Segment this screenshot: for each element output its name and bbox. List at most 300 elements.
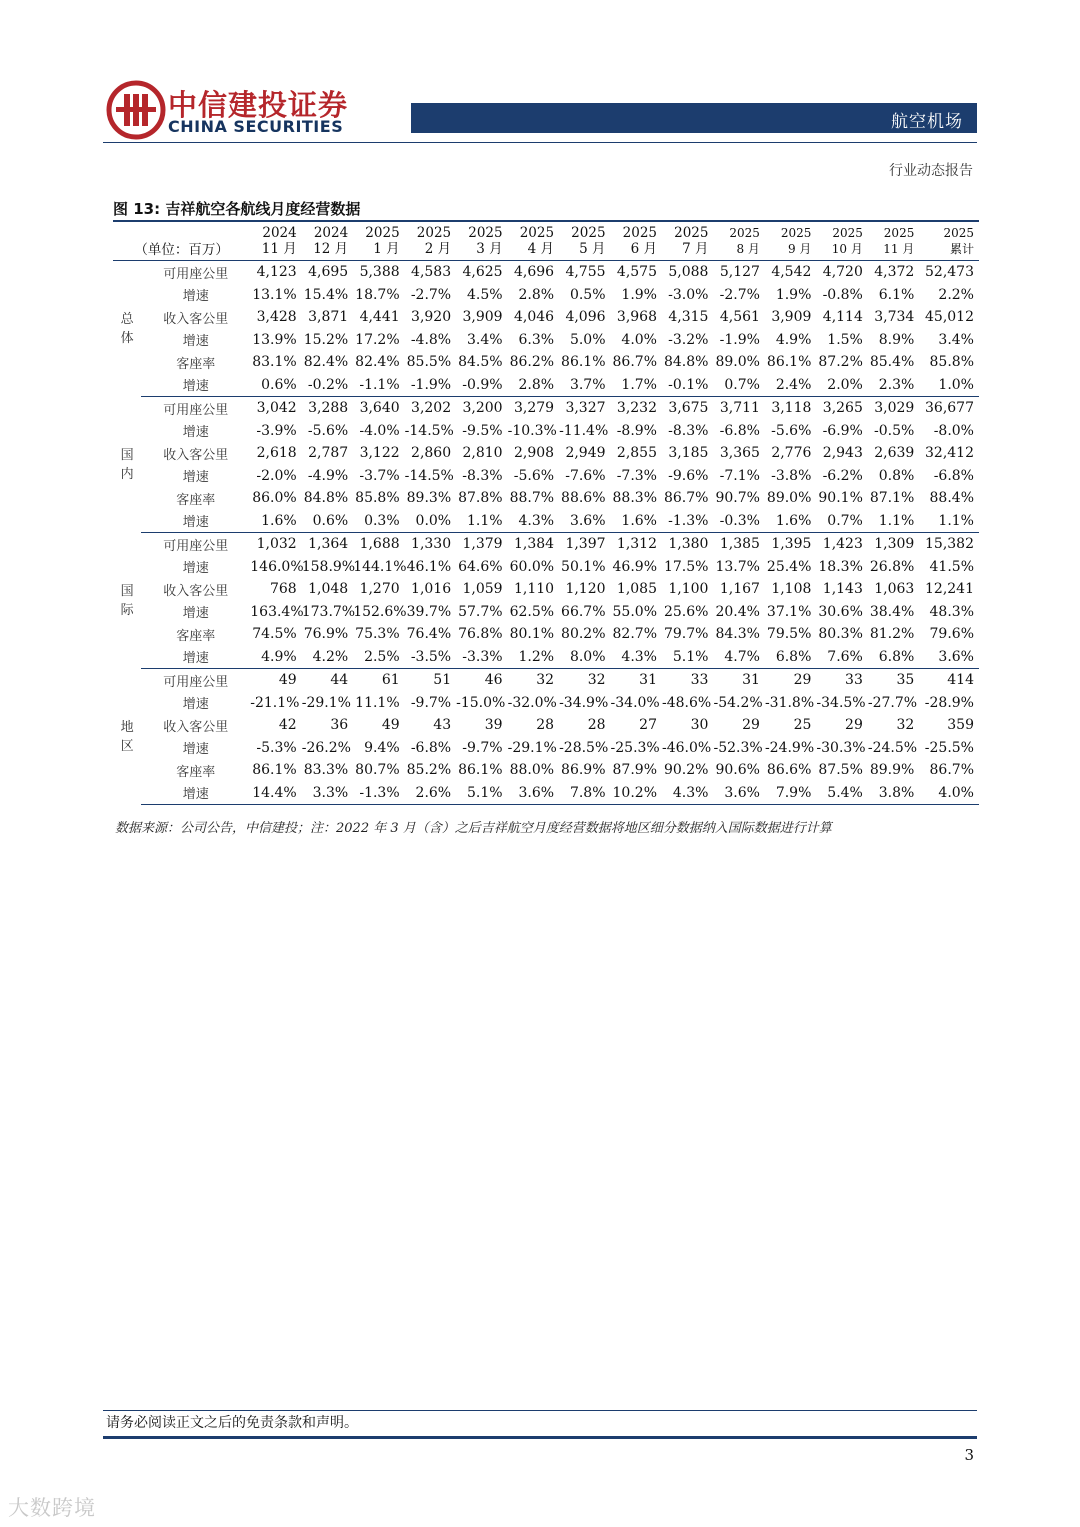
table-cell: 32 — [536, 672, 555, 689]
table-cell: -8.0% — [933, 422, 974, 439]
table-cell: 2.3% — [868, 374, 919, 397]
table-cell: 0.7% — [816, 510, 867, 533]
table-cell: 18.7% — [355, 286, 400, 303]
table-cell: 6.8% — [765, 646, 816, 669]
table-cell: -8.9% — [616, 422, 657, 439]
table-cell: 2,639 — [874, 445, 915, 462]
table-cell: -29.1% — [301, 694, 351, 711]
table-cell: 4.5% — [467, 286, 503, 303]
table-cell: 1.1% — [919, 510, 979, 533]
group-label — [113, 397, 141, 533]
table-cell: 3,711 — [719, 400, 760, 417]
table-cell: -2.0% — [256, 467, 297, 484]
column-year: 2025 — [622, 225, 657, 241]
table-cell: 359 — [947, 717, 974, 734]
column-month: 12 月 — [313, 241, 349, 257]
table-cell: 20.4% — [715, 603, 760, 620]
table-cell: 82.4% — [303, 354, 349, 371]
table-cell: 13.1% — [252, 286, 297, 303]
table-cell: 87.5% — [818, 762, 863, 779]
table-cell: 88.0% — [509, 762, 555, 779]
table-cell: -24.9% — [764, 739, 815, 756]
metric-label: 可用座公里 — [163, 538, 229, 554]
metric-label: 增速 — [182, 289, 209, 305]
unit-label: （单位：百万） — [113, 222, 250, 261]
table-cell: 38.4% — [869, 603, 915, 620]
table-cell: -2.7% — [719, 286, 760, 303]
table-cell: 89.0% — [715, 354, 760, 371]
column-year: 2024 — [313, 225, 349, 241]
table-cell: 15.4% — [303, 286, 349, 303]
figure-title: 图 13: 吉祥航空各航线月度经营数据 — [113, 200, 361, 218]
operating-data-table — [113, 222, 979, 805]
table-cell: 26.8% — [869, 558, 915, 575]
table-cell: 1,059 — [462, 581, 503, 598]
table-cell: 83.3% — [303, 762, 349, 779]
table-cell: 33 — [845, 672, 863, 689]
table-cell: -34.5% — [816, 694, 866, 711]
table-cell: 41.5% — [929, 558, 974, 575]
table-cell: 89.0% — [766, 490, 812, 507]
table-row — [113, 261, 979, 284]
table-cell: 4,372 — [874, 264, 915, 281]
logo-english-name: CHINA SECURITIES — [168, 117, 344, 136]
table-cell: 3,185 — [668, 445, 709, 462]
table-cell: 90.2% — [663, 762, 709, 779]
table-cell: 6.1% — [878, 286, 915, 303]
table-cell: 1.0% — [919, 374, 979, 397]
table-cell: 2,908 — [513, 445, 555, 462]
table-cell: 4,720 — [822, 264, 863, 281]
section-header-bar — [411, 103, 977, 133]
table-cell: -0.5% — [874, 422, 915, 439]
table-cell: 1,330 — [411, 536, 452, 553]
table-row — [113, 759, 979, 782]
table-cell: -0.3% — [713, 510, 764, 533]
metric-label: 增速 — [141, 782, 250, 805]
table-cell: 15.2% — [303, 331, 349, 348]
column-header — [250, 222, 301, 261]
table-cell: 13.9% — [252, 331, 297, 348]
table-cell: 0.5% — [569, 286, 606, 303]
table-cell: 2,943 — [822, 445, 863, 462]
table-cell: 76.8% — [458, 626, 503, 643]
table-cell: 5.1% — [662, 646, 713, 669]
table-cell: 13.7% — [715, 558, 760, 575]
table-cell: -30.3% — [816, 739, 866, 756]
group-label — [113, 669, 141, 805]
table-body — [113, 261, 979, 805]
column-year: 2025 — [943, 226, 974, 240]
table-cell: 9.4% — [364, 739, 400, 756]
table-cell: -5.3% — [256, 739, 297, 756]
table-cell: 4,123 — [256, 264, 297, 281]
table-cell: 7.9% — [765, 782, 816, 805]
column-year: 2025 — [416, 225, 452, 241]
table-cell: 12,241 — [925, 581, 974, 598]
table-cell: 1.9% — [775, 286, 812, 303]
table-row — [113, 351, 979, 374]
table-cell: 4,046 — [513, 309, 555, 326]
table-row — [113, 306, 979, 329]
table-cell: -4.0% — [359, 422, 400, 439]
table-cell: 32,412 — [925, 445, 974, 462]
table-cell: 2.6% — [405, 782, 456, 805]
table-cell: 2.5% — [353, 646, 404, 669]
table-cell: 3.4% — [467, 331, 503, 348]
table-row — [113, 374, 979, 397]
table-cell: 2,776 — [771, 445, 812, 462]
table-cell: 2.2% — [938, 286, 974, 303]
table-row — [113, 601, 979, 624]
metric-label: 增速 — [141, 374, 250, 397]
table-cell: 1,385 — [719, 536, 760, 553]
disclaimer-text: 请务必阅读正文之后的免责条款和声明。 — [106, 1415, 358, 1431]
column-year: 2025 — [780, 226, 812, 240]
column-header — [816, 222, 867, 261]
table-cell: 82.4% — [355, 354, 400, 371]
column-month: 9 月 — [787, 242, 812, 256]
table-row — [113, 533, 979, 556]
group-label-text: 地区 — [120, 719, 134, 754]
table-header-row — [113, 222, 979, 261]
table-row — [113, 397, 979, 420]
data-source-note: 数据来源：公司公告，中信建投；注：2022 年 3 月（含）之后吉祥航空月度经营数据将地区细分数据纳入国际数据进行计算 — [115, 821, 832, 836]
table-cell: 3,265 — [822, 400, 863, 417]
table-cell: -0.2% — [302, 374, 353, 397]
table-cell: 1.5% — [827, 331, 863, 348]
table-cell: 25.4% — [766, 558, 812, 575]
table-cell: 4.7% — [713, 646, 764, 669]
table-cell: 0.6% — [302, 510, 353, 533]
table-cell: -34.0% — [610, 694, 660, 711]
table-cell: -28.9% — [924, 694, 974, 711]
table-cell: 90.1% — [818, 490, 863, 507]
table-cell: 4,575 — [616, 264, 657, 281]
table-cell: 3,202 — [411, 400, 452, 417]
table-cell: 3,734 — [874, 309, 915, 326]
table-cell: 11.1% — [355, 694, 400, 711]
table-cell: 1,380 — [668, 536, 709, 553]
table-cell: 29 — [742, 717, 760, 734]
table-cell: 2.4% — [765, 374, 816, 397]
table-cell: 31 — [639, 672, 657, 689]
table-cell: 1.1% — [456, 510, 507, 533]
column-month: 1 月 — [373, 241, 400, 257]
table-cell: 62.5% — [509, 603, 555, 620]
table-cell: -3.8% — [771, 467, 812, 484]
table-cell: 4,755 — [565, 264, 606, 281]
metric-label: 可用座公里 — [163, 266, 229, 282]
table-cell: 83.1% — [252, 354, 297, 371]
table-cell: 36,677 — [925, 400, 974, 417]
table-cell: -29.1% — [507, 739, 557, 756]
table-cell: 49 — [381, 717, 400, 734]
table-cell: 4.3% — [508, 510, 559, 533]
column-month: 5 月 — [579, 241, 606, 257]
table-cell: 84.8% — [303, 490, 349, 507]
table-row — [113, 284, 979, 307]
table-cell: -52.3% — [713, 739, 763, 756]
table-cell: 85.8% — [355, 490, 400, 507]
table-cell: 5,388 — [359, 264, 400, 281]
table-cell: -6.8% — [719, 422, 760, 439]
table-cell: 1,108 — [771, 581, 812, 598]
table-cell: 86.0% — [252, 490, 297, 507]
column-year: 2025 — [832, 226, 863, 240]
metric-label: 增速 — [182, 742, 209, 758]
table-cell: 1.2% — [508, 646, 559, 669]
table-cell: -5.6% — [513, 467, 555, 484]
table-cell: 45,012 — [925, 309, 974, 326]
metric-label: 增速 — [141, 646, 250, 669]
footer-rule-bottom — [103, 1436, 977, 1439]
logo-chinese-name: 中信建投证券 — [168, 88, 349, 122]
table-cell: 5,088 — [668, 264, 709, 281]
column-month: 7 月 — [682, 241, 709, 257]
column-year: 2025 — [729, 226, 760, 240]
metric-label: 收入客公里 — [163, 311, 229, 327]
table-row — [113, 692, 979, 715]
table-cell: 4,561 — [719, 309, 760, 326]
table-cell: 86.7% — [612, 354, 657, 371]
column-month: 累计 — [949, 242, 974, 256]
metric-label: 收入客公里 — [163, 719, 229, 735]
table-cell: 4.3% — [611, 646, 662, 669]
table-cell: 1,167 — [719, 581, 760, 598]
table-cell: 0.6% — [250, 374, 301, 397]
table-cell: 5,127 — [719, 264, 760, 281]
group-label-text: 国际 — [120, 583, 134, 618]
table-cell: 89.9% — [869, 762, 915, 779]
table-cell: 3,871 — [308, 309, 349, 326]
table-cell: 55.0% — [612, 603, 657, 620]
table-cell: 4.9% — [775, 331, 812, 348]
table-cell: 80.3% — [818, 626, 863, 643]
table-cell: 86.1% — [252, 762, 297, 779]
table-cell: 144.1% — [353, 558, 407, 575]
table-cell: -25.5% — [924, 739, 974, 756]
table-cell: -14.5% — [404, 422, 454, 439]
table-cell: 1,085 — [616, 581, 657, 598]
column-year: 2025 — [365, 225, 400, 241]
table-cell: 28 — [587, 717, 606, 734]
table-cell: 86.7% — [663, 490, 709, 507]
table-cell: 85.8% — [929, 354, 974, 371]
table-cell: 33 — [690, 672, 709, 689]
table-cell: 2,810 — [462, 445, 503, 462]
group-label-text: 总体 — [120, 311, 134, 346]
table-cell: 80.1% — [509, 626, 555, 643]
column-month: 6 月 — [630, 241, 657, 257]
table-cell: 84.8% — [663, 354, 709, 371]
table-cell: -3.5% — [405, 646, 456, 669]
table-cell: 51 — [433, 672, 452, 689]
table-cell: -5.6% — [771, 422, 812, 439]
table-cell: 1,270 — [359, 581, 400, 598]
table-cell: 3,920 — [411, 309, 452, 326]
table-cell: 66.7% — [561, 603, 606, 620]
table-cell: 79.7% — [663, 626, 709, 643]
table-cell: 3,122 — [359, 445, 400, 462]
table-cell: 152.6% — [353, 603, 407, 620]
table-cell: 2.0% — [816, 374, 867, 397]
column-header — [559, 222, 610, 261]
table-cell: 76.9% — [303, 626, 349, 643]
table-cell: 10.2% — [611, 782, 662, 805]
table-cell: 57.7% — [458, 603, 503, 620]
table-cell: 1,032 — [256, 536, 297, 553]
table-cell: 39.7% — [406, 603, 452, 620]
column-year: 2024 — [262, 225, 297, 241]
column-header — [302, 222, 353, 261]
metric-label: 客座率 — [176, 492, 216, 508]
table-cell: 1.1% — [868, 510, 919, 533]
metric-label: 客座率 — [176, 764, 216, 780]
metric-label: 可用座公里 — [163, 402, 229, 418]
table-cell: -5.6% — [307, 422, 349, 439]
table-cell: 0.8% — [878, 467, 915, 484]
table-cell: 3.3% — [302, 782, 353, 805]
table-cell: 4,441 — [359, 309, 400, 326]
table-row — [113, 737, 979, 760]
table-cell: 3,288 — [308, 400, 349, 417]
table-cell: 7.8% — [559, 782, 610, 805]
table-cell: -2.7% — [410, 286, 452, 303]
table-cell: 88.7% — [509, 490, 555, 507]
table-cell: 43 — [433, 717, 452, 734]
table-cell: 27 — [639, 717, 657, 734]
table-cell: 86.7% — [929, 762, 974, 779]
table-cell: -7.1% — [719, 467, 760, 484]
table-row — [113, 510, 979, 533]
table-cell: 6.8% — [868, 646, 919, 669]
metric-label: 增速 — [182, 470, 209, 486]
column-year: 2025 — [674, 225, 709, 241]
table-row — [113, 578, 979, 601]
table-cell: 3,428 — [256, 309, 297, 326]
table-cell: 50.1% — [561, 558, 606, 575]
table-cell: -6.9% — [822, 422, 863, 439]
table-cell: 82.7% — [612, 626, 657, 643]
table-cell: 85.2% — [406, 762, 452, 779]
table-cell: 42 — [278, 717, 297, 734]
table-cell: -8.3% — [462, 467, 503, 484]
table-cell: 86.2% — [509, 354, 555, 371]
table-cell: 3.4% — [938, 331, 974, 348]
table-cell: 4,096 — [565, 309, 606, 326]
table-cell: 86.1% — [766, 354, 812, 371]
table-cell: 1,063 — [874, 581, 915, 598]
column-header — [868, 222, 919, 261]
metric-label: 增速 — [182, 697, 209, 713]
table-cell: 80.7% — [355, 762, 400, 779]
table-cell: 4,696 — [513, 264, 555, 281]
column-header — [508, 222, 559, 261]
table-cell: 88.3% — [612, 490, 657, 507]
table-cell: 86.1% — [561, 354, 606, 371]
table-cell: 3,029 — [874, 400, 915, 417]
table-cell: 14.4% — [250, 782, 301, 805]
table-cell: 86.9% — [561, 762, 606, 779]
table-cell: -10.3% — [507, 422, 557, 439]
table-row — [113, 329, 979, 352]
table-cell: 80.2% — [561, 626, 606, 643]
table-cell: -11.4% — [559, 422, 609, 439]
table-cell: 5.4% — [816, 782, 867, 805]
table-cell: -8.3% — [668, 422, 709, 439]
table-cell: -6.8% — [410, 739, 452, 756]
table-cell: 84.3% — [715, 626, 760, 643]
column-year: 2025 — [519, 225, 555, 241]
footer-rule-top — [103, 1410, 977, 1411]
table-cell: 84.5% — [458, 354, 503, 371]
metric-label: 可用座公里 — [163, 674, 229, 690]
column-header — [713, 222, 764, 261]
table-cell: 1,379 — [462, 536, 503, 553]
group-label-text: 国内 — [120, 447, 134, 482]
watermark-text: 大数跨境 — [8, 1496, 96, 1520]
table-cell: 3,640 — [359, 400, 400, 417]
table-cell: 0.0% — [405, 510, 456, 533]
column-month: 2 月 — [424, 241, 452, 257]
table-row — [113, 669, 979, 692]
table-cell: 4,583 — [411, 264, 452, 281]
table-row — [113, 714, 979, 737]
table-cell: -28.5% — [559, 739, 609, 756]
table-cell: 15,382 — [925, 536, 974, 553]
table-cell: -46.0% — [662, 739, 712, 756]
table-cell: 4,542 — [771, 264, 812, 281]
table-cell: 85.5% — [406, 354, 452, 371]
table-cell: 31 — [742, 672, 760, 689]
table-cell: 1.6% — [765, 510, 816, 533]
table-row — [113, 782, 979, 805]
table-row — [113, 487, 979, 510]
table-cell: 37.1% — [766, 603, 812, 620]
table-cell: -1.9% — [719, 331, 760, 348]
table-cell: 1.6% — [611, 510, 662, 533]
table-cell: 76.4% — [406, 626, 452, 643]
table-cell: 1,120 — [565, 581, 606, 598]
table-cell: 87.2% — [818, 354, 863, 371]
table-cell: 6.3% — [518, 331, 555, 348]
metric-label: 增速 — [182, 561, 209, 577]
table-cell: 60.0% — [509, 558, 555, 575]
table-cell: -27.7% — [867, 694, 918, 711]
table-cell: 17.5% — [663, 558, 709, 575]
table-cell: 32 — [896, 717, 915, 734]
table-cell: 86.6% — [766, 762, 812, 779]
column-month: 11 月 — [261, 241, 297, 257]
table-cell: 3,909 — [771, 309, 812, 326]
table-cell: 29 — [793, 672, 812, 689]
column-header — [662, 222, 713, 261]
table-cell: 1,688 — [359, 536, 400, 553]
table-cell: 146.0% — [250, 558, 304, 575]
metric-label: 客座率 — [176, 356, 216, 372]
table-cell: 8.0% — [559, 646, 610, 669]
table-cell: 25 — [793, 717, 812, 734]
table-cell: -9.5% — [462, 422, 503, 439]
table-cell: 3,327 — [565, 400, 606, 417]
metric-label: 增速 — [141, 510, 250, 533]
column-year: 2025 — [571, 225, 606, 241]
table-cell: -24.5% — [867, 739, 918, 756]
table-cell: 87.8% — [458, 490, 503, 507]
table-cell: -3.9% — [256, 422, 297, 439]
table-cell: 1,110 — [513, 581, 555, 598]
